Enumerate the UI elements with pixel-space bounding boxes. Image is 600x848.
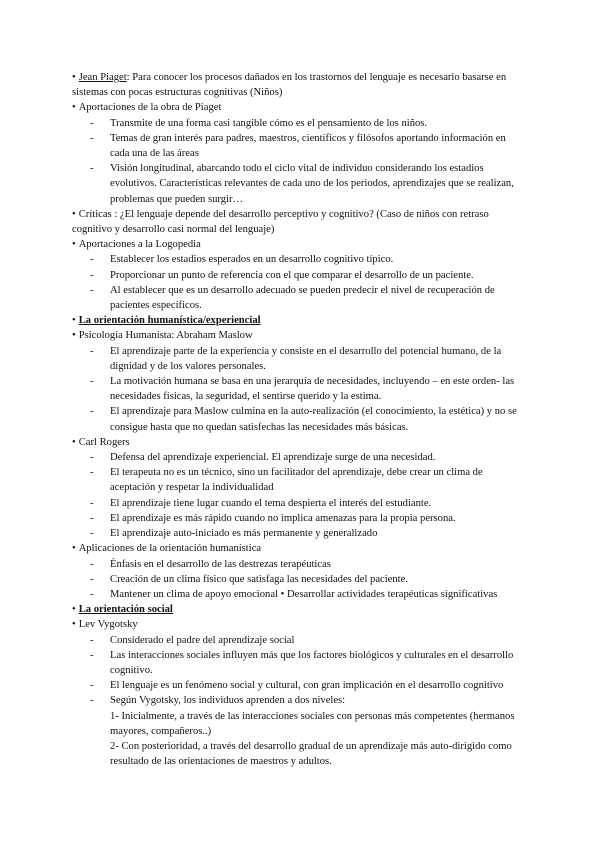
list-item (72, 648, 524, 678)
list-item-text: Defensa del aprendizaje experiencial. El aprendizaje surge de una necesidad. (110, 452, 436, 464)
bullet-glyph: • (72, 436, 76, 448)
heading-maslow (72, 328, 524, 343)
list-item-text: Temas de gran interés para padres, maestros, científicos y filósofos aportando información en cada una de las áreas (110, 132, 506, 160)
piaget-label: Jean Piaget (78, 72, 127, 83)
dash-glyph: - (90, 695, 94, 707)
dash-glyph: - (90, 558, 94, 570)
dash-glyph: - (90, 588, 94, 600)
list-item-text: El aprendizaje para Maslow culmina en la auto-realización (el conocimiento, la estética) y no se consigue hasta que no quedan satisfechas las necesidades más básicas. (110, 406, 517, 433)
list-item (72, 693, 524, 708)
list-item-text: El aprendizaje auto-iniciado es más permanente y generalizado (110, 528, 378, 540)
heading-aportaciones-obra (72, 100, 524, 115)
dash-glyph: - (90, 528, 94, 540)
bullet-glyph: • (72, 330, 76, 342)
list-item (72, 496, 524, 511)
list-item-text: El lenguaje es un fenómeno social y cultural, con gran implicación en el desarrollo cognitivo (110, 680, 504, 692)
dash-glyph: - (90, 512, 94, 524)
logopedia-text: Aportaciones a la Logopedia (78, 239, 201, 251)
heading-logopedia (72, 237, 524, 252)
heading-aplicaciones (72, 541, 524, 556)
list-item-text: Énfasis en el desarrollo de las destrezas terapéuticas (110, 558, 331, 570)
list-item (72, 572, 524, 587)
social-title-text: La orientación social (78, 604, 173, 616)
list-item-text: El terapeuta no es un técnico, sino un facilitador del aprendizaje, debe crear un clima de aceptación y respetar la individualidad (110, 467, 483, 494)
list-item (72, 374, 524, 404)
list-item-text: Proporcionar un punto de referencia con el que comparar el desarrollo de un paciente. (110, 269, 474, 281)
dash-glyph: - (90, 452, 94, 464)
bullet-glyph: • (72, 72, 76, 83)
bullet-glyph: • (72, 239, 76, 251)
bullet-glyph: • (72, 208, 76, 220)
list-item (72, 252, 524, 267)
dash-glyph: - (90, 117, 94, 129)
list-item (72, 633, 524, 648)
list-item (72, 116, 524, 131)
dash-glyph: - (90, 573, 94, 585)
list-item-text: Considerado el padre del aprendizaje social (110, 634, 295, 646)
maslow-text: Psicología Humanista: Abraham Maslow (78, 330, 253, 342)
list-item-text: La motivación humana se basa en una jerarquía de necesidades, incluyendo – en este orden- las necesidades físicas, la seguridad, el sentirse querido y la estima. (110, 376, 515, 403)
criticas-text: Críticas : ¿El lenguaje depende del desarrollo perceptivo y cognitivo? (Caso de niños con retraso cognitivo y desarrollo casi normal del lenguaje) (72, 208, 489, 236)
list-item (72, 161, 524, 207)
list-item (72, 404, 524, 434)
vygotsky-text: Lev Vygotsky (78, 619, 138, 631)
list-item (72, 465, 524, 495)
bullet-glyph: • (72, 315, 76, 327)
list-item-text: Creación de un clima físico que satisfaga las necesidades del paciente. (110, 573, 408, 585)
dash-glyph: - (90, 345, 94, 357)
piaget-text: : Para conocer los procesos dañados en los trastornos del lenguaje es necesario basarse en sistemas con pocas estructuras cognitivas (Niños) (72, 72, 507, 99)
dash-glyph: - (90, 680, 94, 692)
dash-glyph: - (90, 649, 94, 661)
list-item-text: Según Vygotsky, los individuos aprenden a dos niveles: (110, 695, 346, 707)
dash-glyph: - (90, 269, 94, 281)
list-item (72, 268, 524, 283)
criticas (72, 207, 524, 237)
list-item (72, 283, 524, 313)
rogers-text: Carl Rogers (78, 436, 130, 448)
nivel-item: 2- Con posterioridad, a través del desarrollo gradual de un aprendizaje más auto-dirigido como resultado de las orientaciones de maestros y adultos. (110, 740, 512, 768)
aplicaciones-text: Aplicaciones de la orientación humanística (78, 543, 262, 555)
dash-glyph: - (90, 497, 94, 509)
heading-rogers (72, 435, 524, 450)
aportaciones-obra-text: Aportaciones de la obra de Piaget (78, 102, 222, 114)
bullet-glyph: • (72, 543, 76, 555)
piaget-intro (72, 70, 524, 100)
humanistica-title-text: La orientación humanística/experiencial (78, 315, 261, 327)
list-item-text: El aprendizaje tiene lugar cuando el tema despierta el interés del estudiante. (110, 497, 432, 509)
dash-glyph: - (90, 376, 94, 388)
list-item-text: El aprendizaje es más rápido cuando no implica amenazas para la propia persona. (110, 512, 456, 524)
section-title-social (72, 602, 524, 617)
list-item (72, 450, 524, 465)
list-item-text: Establecer los estadios esperados en un desarrollo cognitivo típico. (110, 254, 394, 266)
list-item (72, 678, 524, 693)
list-item (72, 526, 524, 541)
list-item-text: Visión longitudinal, abarcando todo el ciclo vital de individuo considerando los estadios evolutivos. Características relevantes de cada uno de los periodos, aprendizajes que se realizan, problemas que pueden surgir… (110, 163, 514, 205)
bullet-glyph: • (72, 619, 76, 631)
list-item (72, 587, 524, 602)
dash-glyph: - (90, 163, 94, 175)
list-item-text: El aprendizaje parte de la experiencia y consiste en el desarrollo del potencial humano, de la dignidad y de los valores personales. (110, 345, 502, 372)
list-item (72, 344, 524, 374)
bullet-glyph: • (72, 102, 76, 114)
section-title-humanistica (72, 313, 524, 328)
heading-vygotsky (72, 617, 524, 632)
list-item-text: Las interacciones sociales influyen más que los factores biológicos y culturales en el desarrollo cognitivo. (110, 649, 514, 676)
list-item (72, 131, 524, 161)
list-item (72, 557, 524, 572)
dash-glyph: - (90, 634, 94, 646)
dash-glyph: - (90, 467, 94, 479)
list-item-text: Transmite de una forma casi tangible cómo es el pensamiento de los niños. (110, 117, 428, 129)
dash-glyph: - (90, 132, 94, 144)
dash-glyph: - (90, 406, 94, 418)
list-item (72, 511, 524, 526)
dash-glyph: - (90, 254, 94, 266)
list-item-text: Al establecer que es un desarrollo adecuado se pueden predecir el nivel de recuperación de pacientes específicos. (110, 284, 495, 312)
nivel-item: 1- Inicialmente, a través de las interacciones sociales con personas más competentes (hermanos mayores, compañeros..) (110, 710, 515, 737)
bullet-glyph: • (72, 604, 76, 616)
list-item-text: Mantener un clima de apoyo emocional • Desarrollar actividades terapéuticas significativas (110, 588, 498, 600)
dash-glyph: - (90, 284, 94, 296)
